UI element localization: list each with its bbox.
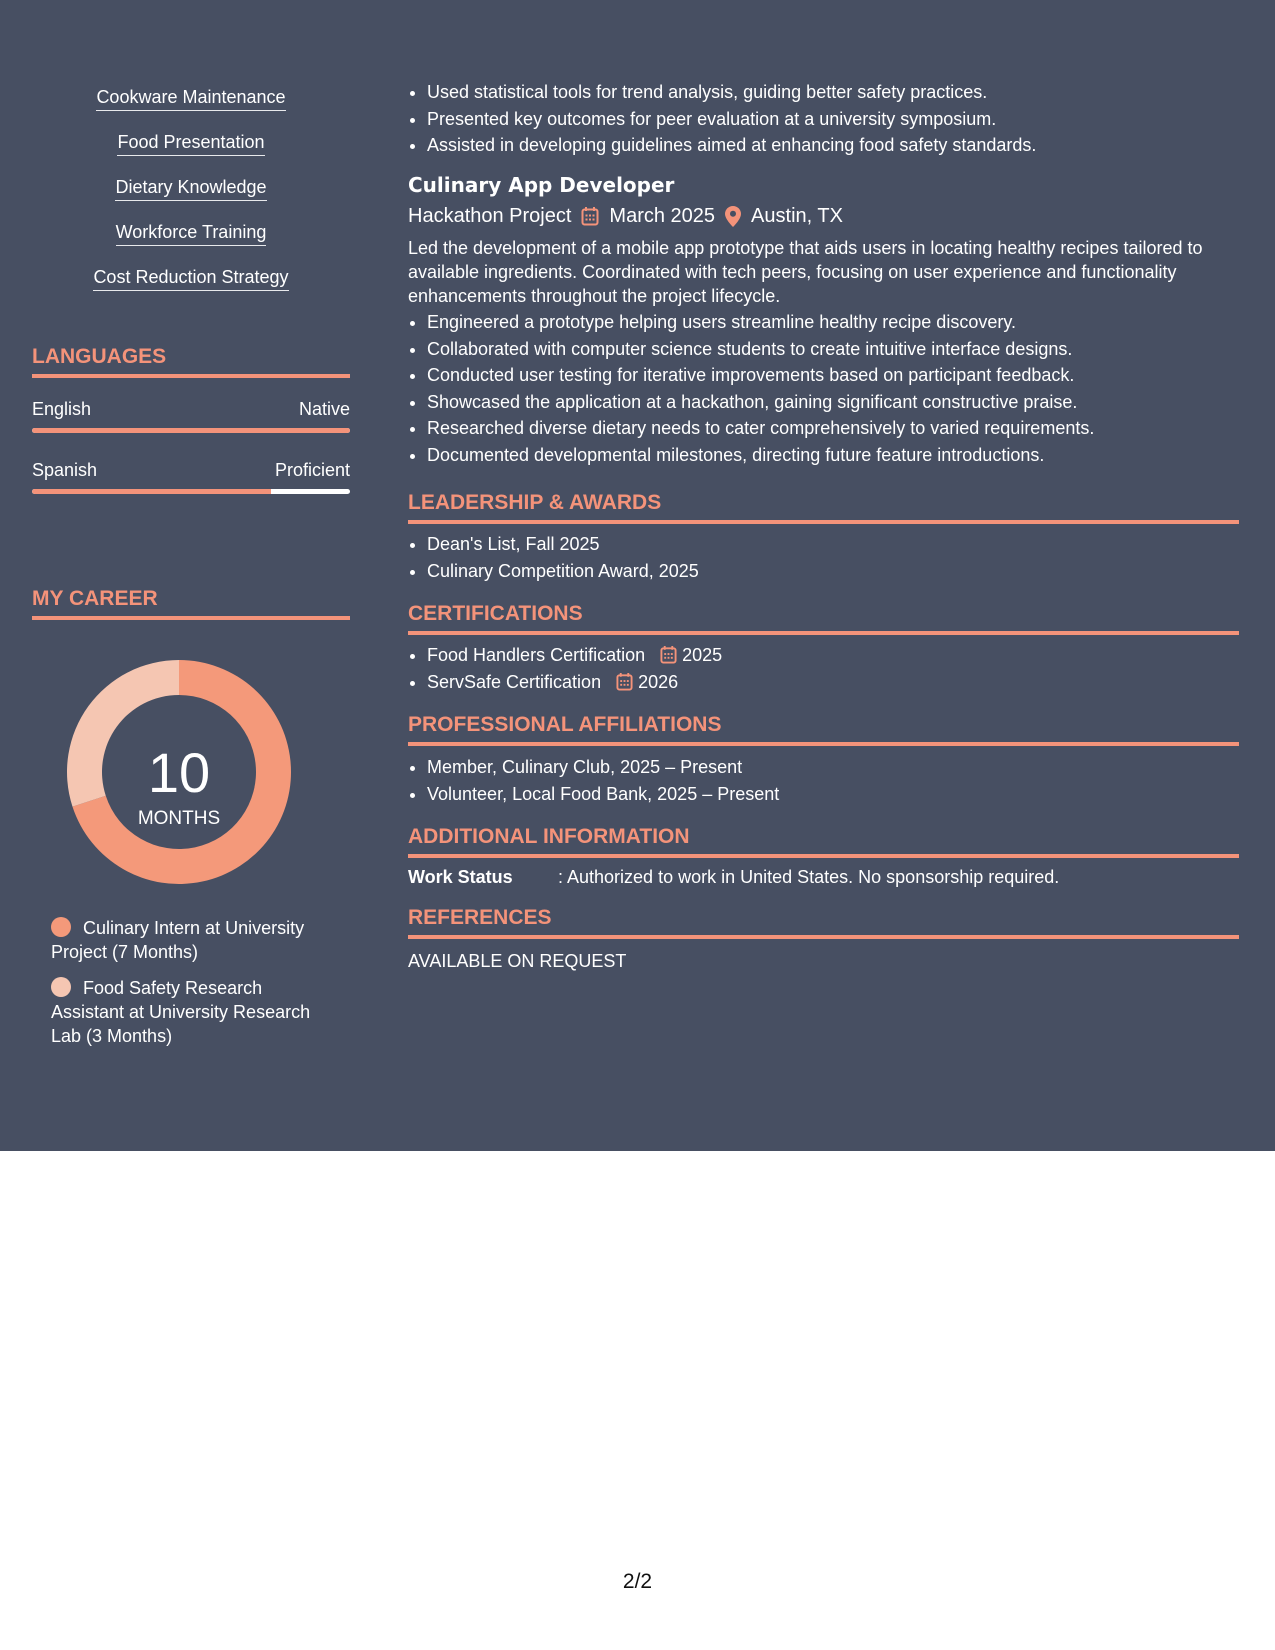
job-entry — [408, 171, 1239, 468]
language-bar — [32, 428, 350, 433]
language-bar — [32, 489, 350, 494]
certifications-section — [408, 601, 1239, 695]
job-bullets — [408, 309, 1239, 468]
certifications-title: CERTIFICATIONS — [408, 601, 1239, 635]
certification-name: Food Handlers Certification — [427, 645, 646, 665]
work-status-value: : Authorized to work in United States. No sponsorship required. — [558, 867, 1060, 887]
language-bar-fill — [32, 489, 271, 494]
language-name: Spanish — [32, 460, 98, 480]
certification-year: 2026 — [638, 671, 679, 692]
career-total-unit: MONTHS — [137, 808, 221, 829]
job-org: Hackathon Project — [408, 205, 572, 227]
list-item: • Member, Culinary Club, 2025 – Present — [427, 754, 1239, 781]
list-item: • Collaborated with computer science students to create intuitive interface designs. — [427, 336, 1239, 363]
language-item — [32, 459, 350, 494]
affiliations-section — [408, 712, 1239, 807]
additional-section — [408, 824, 1239, 890]
affiliations-list — [408, 754, 1239, 807]
references-title: REFERENCES — [408, 905, 1239, 939]
career-legend-item — [51, 976, 331, 1048]
additional-title: ADDITIONAL INFORMATION — [408, 824, 1239, 858]
legend-label: Food Safety Research Assistant at University Research Lab (3 Months) — [51, 978, 311, 1046]
languages-title: LANGUAGES — [32, 344, 350, 378]
list-item: • Showcased the application at a hackathon, gaining significant constructive praise. — [427, 389, 1239, 416]
language-level: Native — [298, 399, 350, 419]
experience-bullets — [408, 79, 1258, 159]
location-pin-icon — [725, 206, 741, 227]
skill-item: Cookware Maintenance — [96, 86, 285, 111]
list-item: • Documented developmental milestones, directing future feature introductions. — [427, 442, 1239, 469]
list-item: • Used statistical tools for trend analysis, guiding better safety practices. — [427, 79, 1258, 106]
career-legend — [32, 916, 331, 1048]
work-status-row — [408, 864, 1239, 890]
career-section — [32, 586, 350, 1060]
legend-dot — [51, 977, 71, 997]
job-date: March 2025 — [609, 205, 716, 227]
job-title: Culinary App Developer — [408, 173, 675, 197]
awards-title: LEADERSHIP & AWARDS — [408, 490, 1239, 524]
affiliations-title: PROFESSIONAL AFFILIATIONS — [408, 712, 1239, 746]
calendar-icon — [616, 672, 633, 691]
certifications-list — [408, 642, 1239, 695]
skill-item: Food Presentation — [117, 131, 264, 156]
skill-item: Cost Reduction Strategy — [93, 266, 288, 291]
certification-year: 2025 — [682, 645, 723, 665]
calendar-icon — [660, 645, 677, 664]
career-legend-item — [51, 916, 331, 964]
skills-list — [32, 86, 350, 311]
language-item — [32, 398, 350, 433]
list-item — [427, 642, 1239, 669]
job-location: Austin, TX — [751, 205, 843, 227]
language-level: Proficient — [274, 460, 350, 480]
certification-name: ServSafe Certification — [427, 671, 602, 692]
list-item: • Presented key outcomes for peer evaluation at a university symposium. — [427, 106, 1258, 133]
skill-item: Dietary Knowledge — [115, 176, 266, 201]
legend-dot — [51, 917, 71, 937]
references-section — [408, 905, 1239, 974]
awards-section — [408, 490, 1239, 584]
job-meta — [408, 201, 1239, 231]
work-status-label: Work Status — [408, 867, 513, 887]
list-item: • Volunteer, Local Food Bank, 2025 – Present — [427, 781, 1239, 808]
list-item: • Culinary Competition Award, 2025 — [427, 558, 1239, 585]
list-item: • Dean's List, Fall 2025 — [427, 531, 1239, 558]
list-item: • Assisted in developing guidelines aimed at enhancing food safety standards. — [427, 132, 1258, 159]
list-item — [427, 669, 1239, 696]
job-description: Led the development of a mobile app prototype that aids users in locating healthy recipes tailored to available ingredients. Coordinated with tech peers, focusing on user experience and functionality enhancements throughout the project lifecycle. — [408, 238, 1203, 306]
skill-item: Workforce Training — [116, 221, 267, 246]
page-number: 2/2 — [622, 1570, 653, 1593]
calendar-icon — [581, 206, 599, 226]
career-donut-chart — [32, 640, 350, 890]
career-total-value: 10 — [147, 741, 211, 804]
legend-label: Culinary Intern at University Project (7 Months) — [51, 918, 305, 962]
references-text: AVAILABLE ON REQUEST — [408, 951, 627, 971]
language-name: English — [32, 399, 92, 419]
list-item: • Engineered a prototype helping users streamline healthy recipe discovery. — [427, 309, 1239, 336]
career-title: MY CAREER — [32, 586, 350, 620]
awards-list — [408, 531, 1239, 584]
languages-section — [32, 344, 350, 494]
list-item: • Researched diverse dietary needs to cater comprehensively to varied requirements. — [427, 415, 1239, 442]
list-item: • Conducted user testing for iterative improvements based on participant feedback. — [427, 362, 1239, 389]
language-bar-fill — [32, 428, 350, 433]
